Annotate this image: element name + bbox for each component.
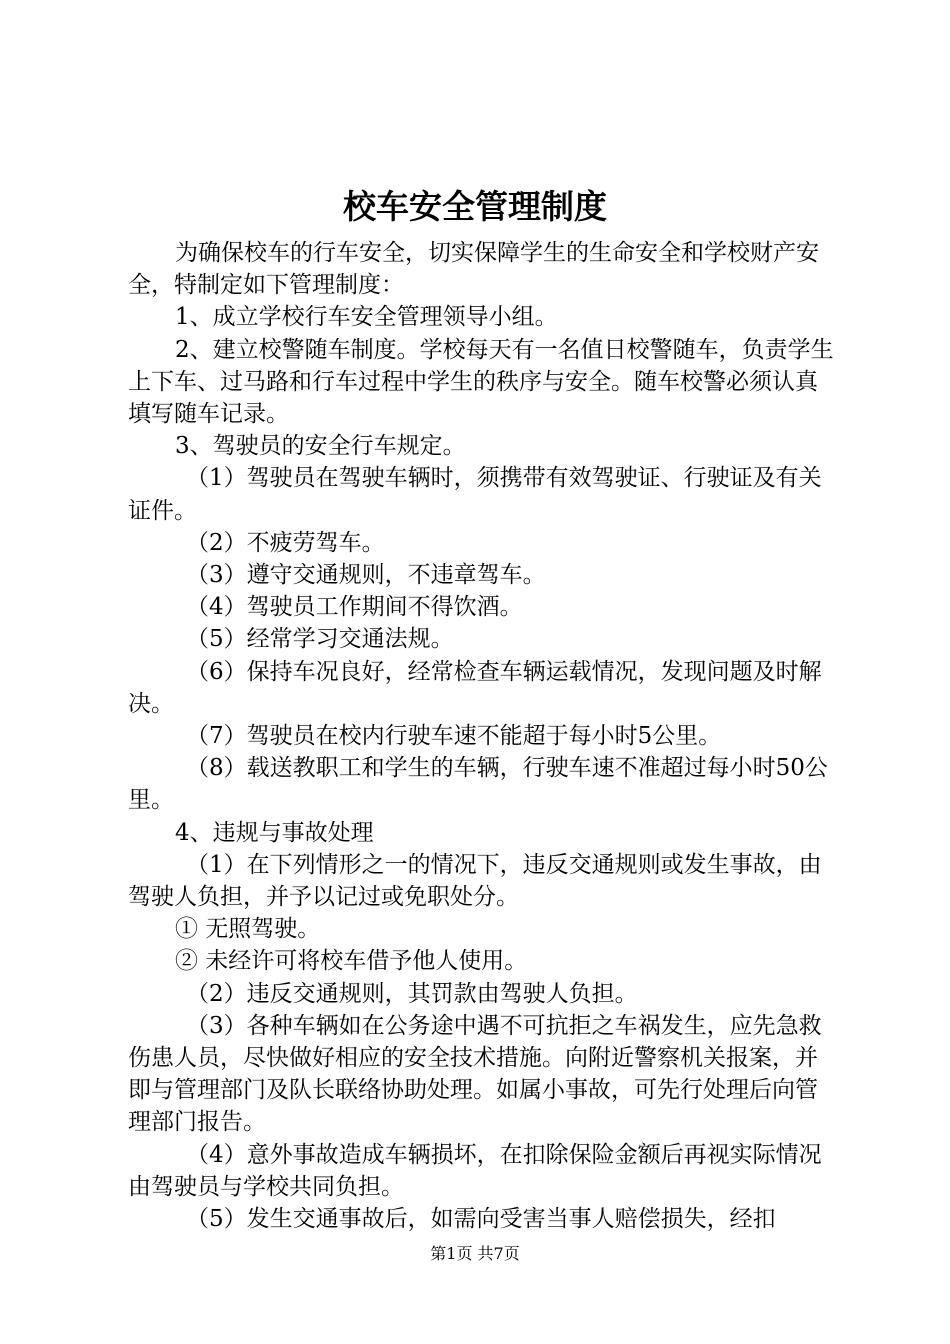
document-body — [128, 237, 834, 1235]
paragraph-item-1: 1、成立学校行车安全管理领导小组。 — [175, 304, 558, 331]
paragraph-intro: 为确保校车的行车安全，切实保障学生的生命安全和学校财产安全，特制定如下管理制度： — [128, 240, 819, 299]
paragraph-item-4-1-a: ① 无照驾驶。 — [175, 916, 321, 943]
paragraph-item-4-2: （2）违反交通规则，其罚款由驾驶人负担。 — [186, 980, 638, 1007]
page-footer: 第1页 共7页 — [430, 1244, 520, 1263]
paragraph-item-3-4: （4）驾驶员工作期间不得饮酒。 — [186, 594, 523, 621]
paragraph-item-3-6: （6）保持车况良好，经常检查车辆运载情况，发现问题及时解决。 — [128, 658, 822, 717]
paragraph-item-4-4: （4）意外事故造成车辆损坏，在扣除保险金额后再视实际情况由驾驶员与学校共同负担。 — [128, 1141, 822, 1200]
paragraph-item-4-1-b: ② 未经许可将校车借予他人使用。 — [175, 948, 528, 975]
paragraph-item-3-2: （2）不疲劳驾车。 — [186, 529, 385, 556]
paragraph-item-4-5: （5）发生交通事故后，如需向受害当事人赔偿损失，经扣 — [186, 1206, 776, 1233]
paragraph-item-4-1: （1）在下列情形之一的情况下，违反交通规则或发生事故，由驾驶人负担，并予以记过或免职处分。 — [128, 851, 822, 911]
paragraph-item-3: 3、驾驶员的安全行车规定。 — [175, 433, 466, 460]
page-title: 校车安全管理制度 — [343, 187, 607, 226]
paragraph-item-3-1: （1）驾驶员在驾驶车辆时，须携带有效驾驶证、行驶证及有关证件。 — [128, 465, 822, 524]
paragraph-item-3-5: （5）经常学习交通法规。 — [186, 626, 454, 653]
paragraph-item-3-7: （7）驾驶员在校内行驶车速不能超于每小时5公里。 — [186, 723, 722, 750]
paragraph-item-4-3: （3）各种车辆如在公务途中遇不可抗拒之车祸发生，应先急救伤患人员，尽快做好相应的安全技术措施。向附近警察机关报案，并即与管理部门及队长联络协助处理。如属小事故，可先行处理后向管理部门报告。 — [128, 1012, 822, 1136]
paragraph-item-3-3: （3）遵守交通规则，不违章驾车。 — [186, 562, 546, 589]
paragraph-item-2: 2、建立校警随车制度。学校每天有一名值日校警随车，负责学生上下车、过马路和行车过程中学生的秩序与安全。随车校警必须认真填写随车记录。 — [128, 336, 834, 428]
paragraph-item-4: 4、违规与事故处理 — [175, 819, 374, 846]
paragraph-item-3-8: （8）载送教职工和学生的车辆，行驶车速不准超过每小时50公里。 — [128, 755, 828, 814]
